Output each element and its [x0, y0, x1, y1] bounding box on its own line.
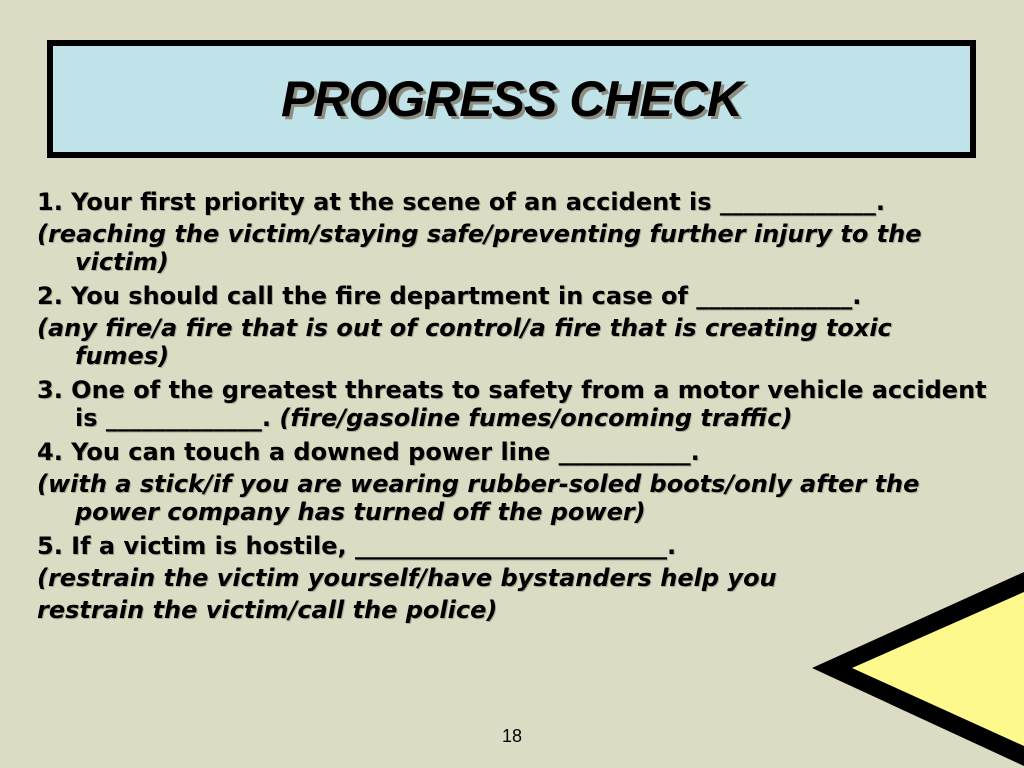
- answer-1: (reaching the victim/staying safe/preventing further injury to the victim): [37, 220, 922, 276]
- answer-4: (with a stick/if you are wearing rubber-soled boots/only after the power company has turned off the power): [37, 470, 920, 526]
- answer-5-continued: restrain the victim/call the police): [37, 596, 498, 624]
- title-box: [47, 40, 976, 158]
- questions-list: [37, 188, 989, 624]
- question-2: 2. You should call the fire department in case of _____________.: [37, 282, 862, 310]
- page-number: 18: [501, 726, 523, 746]
- question-3-text: 3. One of the greatest threats to safety from a motor vehicle accident is _____________.: [37, 376, 987, 432]
- question-5: 5. If a victim is hostile, __________________________.: [37, 532, 677, 560]
- answer-5: (restrain the victim yourself/have bystanders help you: [37, 564, 777, 592]
- question-1: 1. Your first priority at the scene of an accident is _____________.: [37, 188, 885, 216]
- question-4: 4. You can touch a downed power line ___________.: [37, 438, 700, 466]
- slide-title: PROGRESS CHECK: [280, 71, 743, 127]
- question-3: [37, 376, 989, 432]
- answer-2: (any fire/a fire that is out of control/a fire that is creating toxic fumes): [37, 314, 892, 370]
- answer-3: (fire/gasoline fumes/oncoming traffic): [279, 404, 793, 432]
